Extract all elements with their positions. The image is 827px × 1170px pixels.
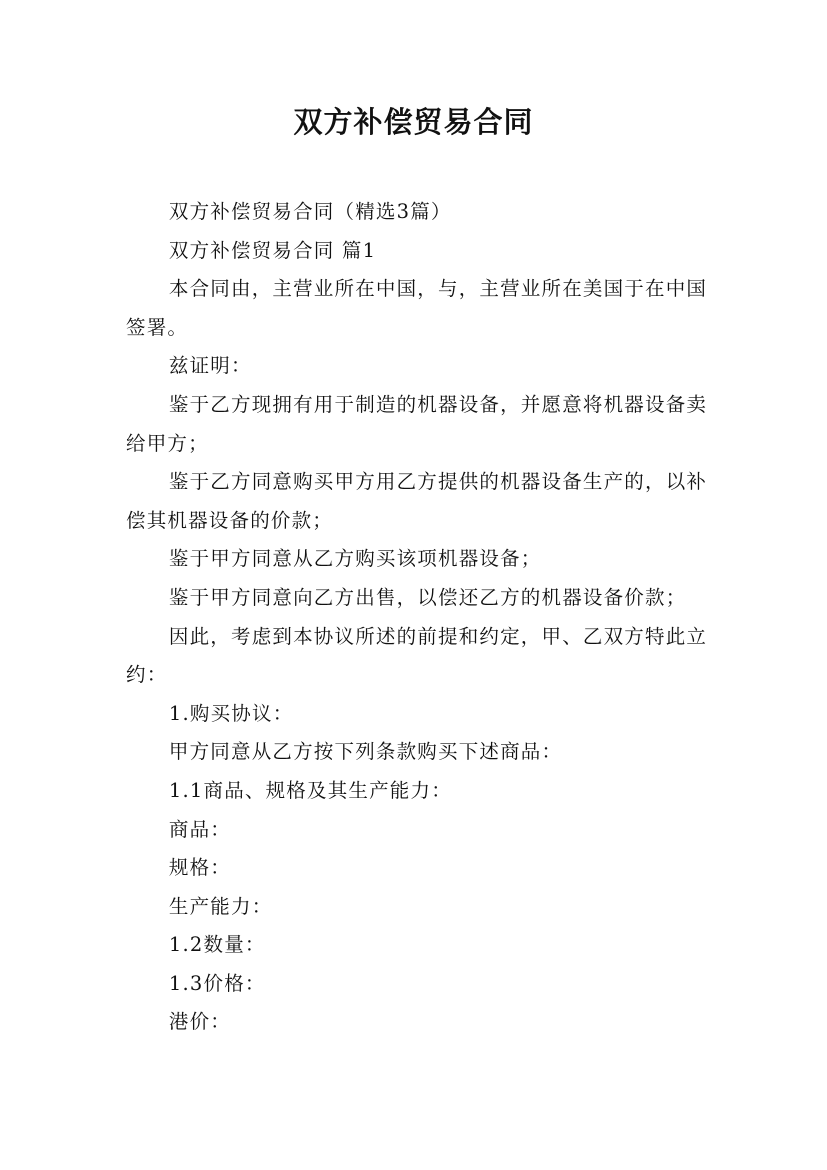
paragraph: 商品： xyxy=(168,817,231,841)
paragraph: 港价： xyxy=(168,1010,231,1034)
paragraph: 本合同由，主营业所在中国，与，主营业所在美国于在中国签署。 xyxy=(126,277,708,339)
paragraph: 兹证明： xyxy=(168,354,252,378)
paragraph: 1.1商品、规格及其生产能力： xyxy=(168,778,452,802)
paragraph: 鉴于乙方同意购买甲方用乙方提供的机器设备生产的，以补偿其机器设备的价款； xyxy=(126,470,708,532)
document-title: 双方补偿贸易合同 xyxy=(293,105,534,139)
paragraph: 1.3价格： xyxy=(168,971,266,995)
paragraph: 1.购买协议： xyxy=(168,701,294,725)
paragraph: 规格： xyxy=(168,856,231,880)
paragraph: 鉴于甲方同意向乙方出售，以偿还乙方的机器设备价款； xyxy=(168,585,687,609)
paragraph: 因此，考虑到本协议所述的前提和约定，甲、乙双方特此立约： xyxy=(126,624,708,687)
paragraph: 生产能力： xyxy=(168,894,273,918)
document-body xyxy=(126,193,714,1042)
paragraph: 甲方同意从乙方按下列条款购买下述商品： xyxy=(168,740,563,764)
paragraph: 鉴于甲方同意从乙方购买该项机器设备； xyxy=(168,547,542,571)
paragraph: 鉴于乙方现拥有用于制造的机器设备，并愿意将机器设备卖给甲方； xyxy=(126,392,708,455)
paragraph: 1.2数量： xyxy=(168,933,266,957)
paragraph: 双方补偿贸易合同（精选3篇） xyxy=(168,200,452,223)
paragraph: 双方补偿贸易合同 篇1 xyxy=(168,238,377,262)
